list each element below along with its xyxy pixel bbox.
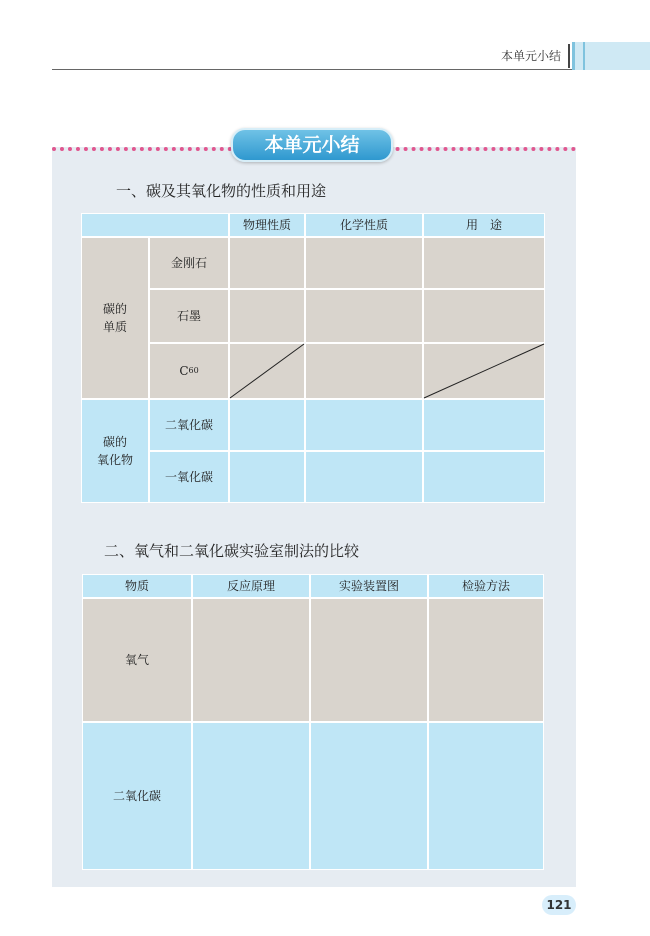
table2-row-oxygen: 氧气 xyxy=(82,598,192,722)
table1-group-carbon: 碳的 单质 xyxy=(81,237,149,399)
table2-header-principle: 反应原理 xyxy=(192,574,310,598)
page-number: 121 xyxy=(542,895,576,915)
table2-cell xyxy=(310,722,428,870)
lab-preparation-table xyxy=(82,574,544,870)
table2-header-test-method: 检验方法 xyxy=(428,574,544,598)
table1-cell xyxy=(305,451,423,503)
table1-cell-slashed xyxy=(423,343,545,399)
table2-header-apparatus: 实验装置图 xyxy=(310,574,428,598)
table2-cell xyxy=(192,598,310,722)
table2-header-substance: 物质 xyxy=(82,574,192,598)
table1-cell xyxy=(229,451,305,503)
table1-row-c60: C 60 xyxy=(149,343,229,399)
table1-cell xyxy=(305,289,423,343)
table1-cell xyxy=(305,237,423,289)
table1-row-graphite: 石墨 xyxy=(149,289,229,343)
table2-cell xyxy=(192,722,310,870)
section2-title: 二、氧气和二氧化碳实验室制法的比较 xyxy=(104,542,360,560)
carbon-properties-table xyxy=(81,213,545,503)
table1-cell xyxy=(305,399,423,451)
table1-row-diamond: 金刚石 xyxy=(149,237,229,289)
section1-title: 一、碳及其氧化物的性质和用途 xyxy=(116,182,327,200)
table1-header-chemical: 化学性质 xyxy=(305,213,423,237)
header-rule xyxy=(52,69,572,70)
table1-cell-slashed xyxy=(229,343,305,399)
table1-cell xyxy=(229,237,305,289)
table2-cell xyxy=(428,722,544,870)
table1-row-co2: 二氧化碳 xyxy=(149,399,229,451)
table1-cell xyxy=(229,399,305,451)
summary-title-badge: 本单元小结 xyxy=(231,128,393,162)
table1-corner-header xyxy=(81,213,229,237)
table2-row-co2: 二氧化碳 xyxy=(82,722,192,870)
table1-cell xyxy=(423,289,545,343)
table2-cell xyxy=(310,598,428,722)
table1-group-oxides: 碳的 氧化物 xyxy=(81,399,149,503)
table1-cell xyxy=(305,343,423,399)
table1-cell xyxy=(423,237,545,289)
table1-cell xyxy=(229,289,305,343)
chapter-tab-decoration xyxy=(572,42,650,70)
table1-cell xyxy=(423,399,545,451)
table1-row-co: 一氧化碳 xyxy=(149,451,229,503)
table1-header-uses: 用 途 xyxy=(423,213,545,237)
table1-cell xyxy=(423,451,545,503)
table2-cell xyxy=(428,598,544,722)
chapter-tab: 本单元小结 xyxy=(494,44,570,68)
table1-header-physical: 物理性质 xyxy=(229,213,305,237)
